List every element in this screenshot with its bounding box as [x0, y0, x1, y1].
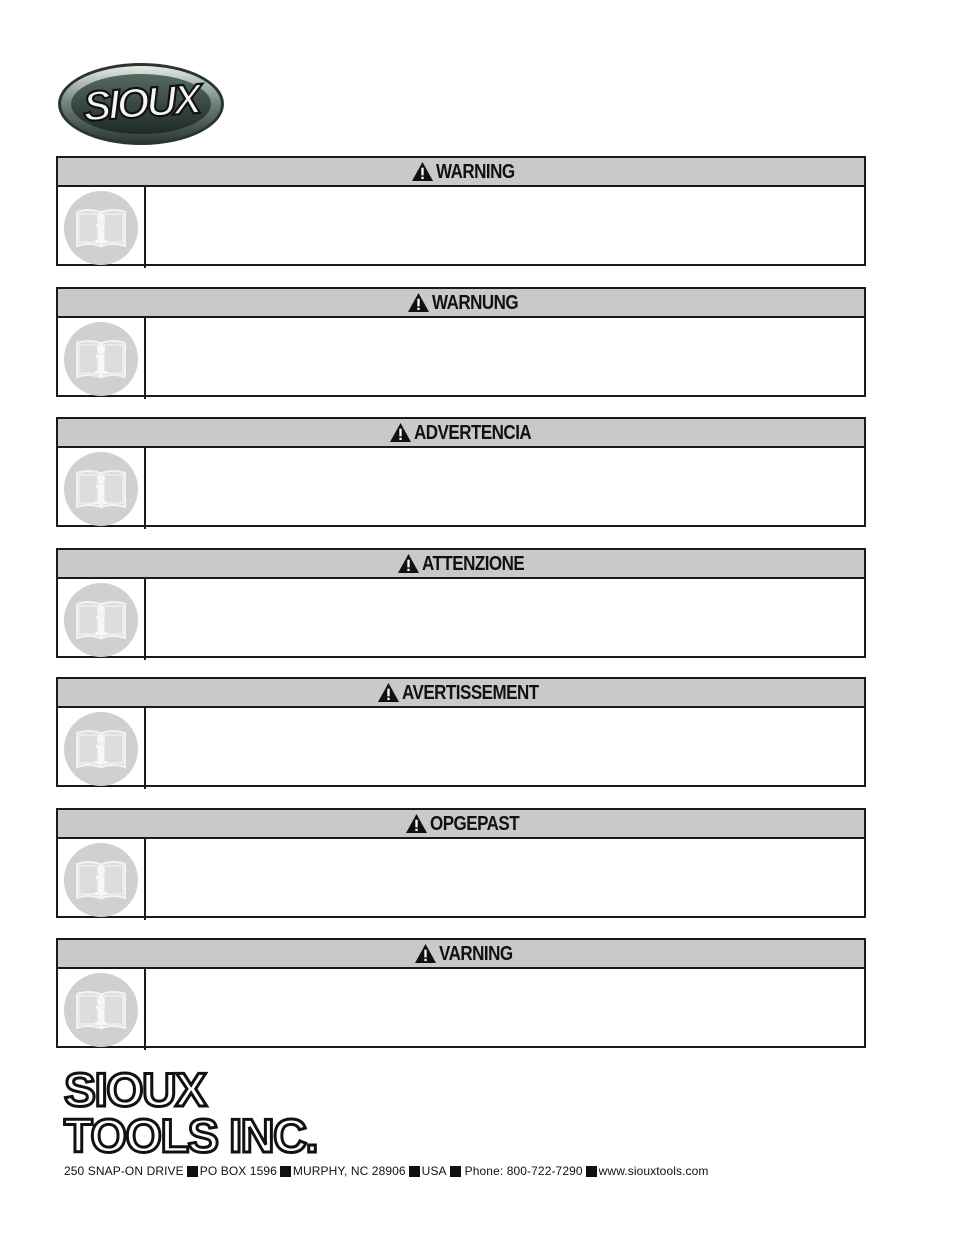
warning-title: ATTENZIONE [422, 552, 525, 575]
warning-triangle-icon [389, 422, 412, 443]
warning-header [58, 679, 864, 708]
company-website[interactable]: www.siouxtools.com [598, 1164, 709, 1178]
warning-triangle-icon [377, 682, 400, 703]
warning-header [58, 158, 864, 187]
address-po-box: PO BOX 1596 [199, 1164, 277, 1178]
address-phone: Phone: 800-722-7290 [464, 1164, 583, 1178]
company-address [64, 1163, 709, 1179]
warning-box [56, 808, 866, 918]
read-manual-icon [63, 842, 139, 918]
sioux-logo [55, 60, 227, 148]
manual-icon-cell [58, 318, 146, 399]
separator-square-icon [280, 1166, 291, 1177]
read-manual-icon [63, 582, 139, 658]
read-manual-icon [63, 190, 139, 266]
manual-icon-cell [58, 579, 146, 660]
manual-icon-cell [58, 708, 146, 789]
warning-header [58, 940, 864, 969]
warning-triangle-icon [405, 813, 428, 834]
warning-box [56, 417, 866, 527]
warning-text [146, 708, 864, 789]
svg-text:SIOUX: SIOUX [81, 75, 201, 130]
warning-box [56, 156, 866, 266]
warning-title: ADVERTENCIA [413, 421, 531, 444]
warning-triangle-icon [414, 943, 437, 964]
warning-box [56, 287, 866, 397]
warning-text [146, 579, 864, 660]
warning-header [58, 550, 864, 579]
warning-text [146, 839, 864, 920]
warning-triangle-icon [397, 553, 420, 574]
read-manual-icon [63, 451, 139, 527]
separator-square-icon [409, 1166, 420, 1177]
manual-icon-cell [58, 839, 146, 920]
warning-title: WARNING [436, 160, 515, 183]
address-city: MURPHY, NC 28906 [292, 1164, 406, 1178]
warning-box [56, 548, 866, 658]
warning-title: OPGEPAST [430, 812, 520, 835]
warning-text [146, 318, 864, 399]
warning-title: VARNING [439, 942, 513, 965]
warning-title: WARNUNG [431, 291, 518, 314]
warning-triangle-icon [411, 161, 434, 182]
read-manual-icon [63, 711, 139, 787]
separator-square-icon [586, 1166, 597, 1177]
warning-text [146, 969, 864, 1050]
manual-icon-cell [58, 969, 146, 1050]
warning-text [146, 187, 864, 268]
manual-icon-cell [58, 448, 146, 529]
read-manual-icon [63, 972, 139, 1048]
warning-box [56, 677, 866, 787]
warning-title: AVERTISSEMENT [402, 681, 539, 704]
read-manual-icon [63, 321, 139, 397]
svg-text:TOOLS INC.: TOOLS INC. [64, 1109, 318, 1160]
sioux-tools-wordmark [62, 1066, 392, 1160]
address-street: 250 SNAP-ON DRIVE [64, 1164, 184, 1178]
warning-header [58, 810, 864, 839]
warning-box [56, 938, 866, 1048]
svg-text:SIOUX: SIOUX [64, 1066, 206, 1117]
warning-triangle-icon [407, 292, 430, 313]
warning-text [146, 448, 864, 529]
warning-header [58, 289, 864, 318]
address-country: USA [421, 1164, 447, 1178]
manual-icon-cell [58, 187, 146, 268]
separator-square-icon [450, 1166, 461, 1177]
separator-square-icon [187, 1166, 198, 1177]
warning-header [58, 419, 864, 448]
